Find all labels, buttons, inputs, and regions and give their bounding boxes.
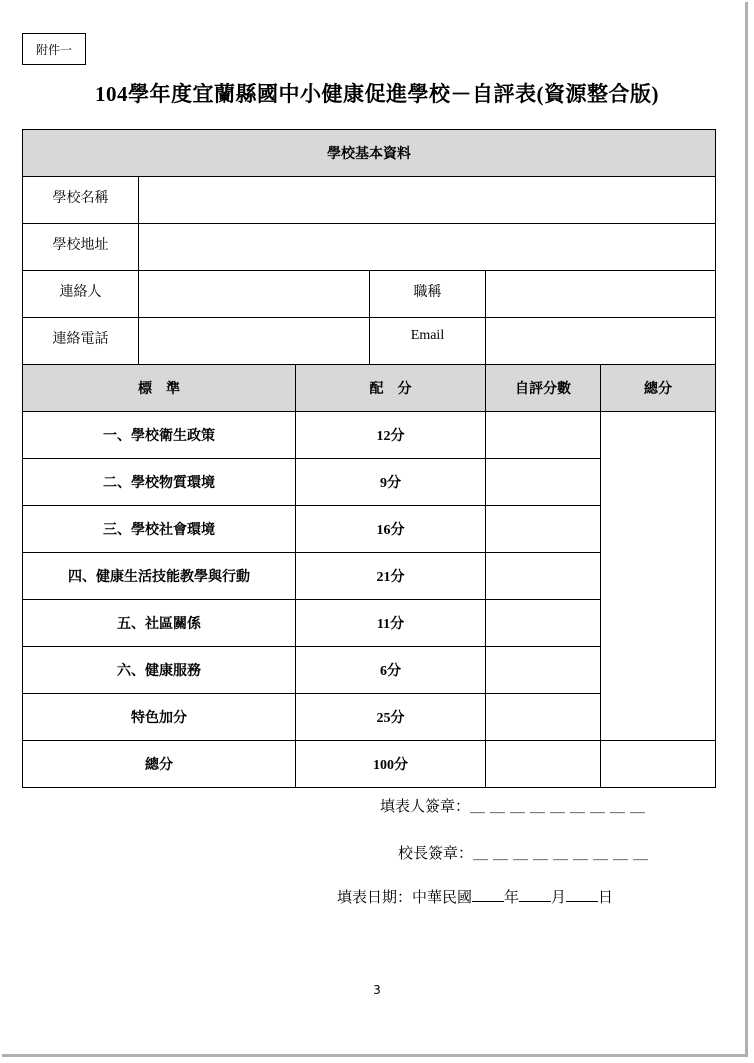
total-row (23, 741, 716, 788)
fill-date-line (337, 886, 613, 907)
month-blank[interactable] (519, 887, 551, 902)
principal-signature-line (398, 842, 653, 863)
job-title-label: 職稱 (370, 271, 486, 318)
criteria-cell: 五、社區關係 (23, 600, 296, 647)
day-blank[interactable] (566, 887, 598, 902)
day-label: 日 (598, 888, 614, 906)
school-name-label: 學校名稱 (23, 177, 139, 224)
phone-field[interactable] (139, 318, 370, 365)
fill-date-label: 填表日期：中華民國 (337, 888, 473, 906)
criteria-cell: 二、學校物質環境 (23, 459, 296, 506)
school-address-field[interactable] (139, 224, 716, 271)
subtotal-merged-cell[interactable] (601, 412, 716, 741)
self-score-input[interactable] (486, 412, 601, 459)
criteria-header: 標 準 (23, 365, 296, 412)
email-label: Email (370, 318, 486, 365)
self-score-input[interactable] (486, 553, 601, 600)
month-label: 月 (551, 888, 567, 906)
criteria-cell: 四、健康生活技能教學與行動 (23, 553, 296, 600)
table-row (23, 412, 716, 459)
year-label: 年 (504, 888, 520, 906)
principal-signature-label: 校長簽章： (398, 844, 474, 862)
points-cell: 16分 (296, 506, 486, 553)
total-header: 總分 (601, 365, 716, 412)
points-cell: 12分 (296, 412, 486, 459)
points-header: 配 分 (296, 365, 486, 412)
points-cell: 11分 (296, 600, 486, 647)
filler-signature-label: 填表人簽章： (380, 797, 471, 815)
criteria-cell: 六、健康服務 (23, 647, 296, 694)
self-score-header: 自評分數 (486, 365, 601, 412)
phone-label: 連絡電話 (23, 318, 139, 365)
page-number: 3 (373, 983, 381, 997)
school-address-label: 學校地址 (23, 224, 139, 271)
year-blank[interactable] (472, 887, 504, 902)
points-cell: 9分 (296, 459, 486, 506)
total-points-cell: 100分 (296, 741, 486, 788)
total-self-score-input[interactable] (486, 741, 601, 788)
basic-info-header: 學校基本資料 (23, 130, 716, 177)
contact-label: 連絡人 (23, 271, 139, 318)
criteria-cell: 特色加分 (23, 694, 296, 741)
attachment-label: 附件一 (22, 33, 86, 65)
email-field[interactable] (486, 318, 716, 365)
school-name-field[interactable] (139, 177, 716, 224)
self-score-input[interactable] (486, 600, 601, 647)
filler-signature-blank[interactable]: ＿＿＿＿＿＿＿＿＿ (470, 797, 651, 815)
principal-signature-blank[interactable]: ＿＿＿＿＿＿＿＿＿ (473, 844, 654, 862)
evaluation-form-table (22, 129, 716, 788)
points-cell: 6分 (296, 647, 486, 694)
filler-signature-line (380, 795, 650, 816)
criteria-cell: 三、學校社會環境 (23, 506, 296, 553)
points-cell: 25分 (296, 694, 486, 741)
document-title: 104學年度宜蘭縣國中小健康促進學校－自評表(資源整合版) (95, 82, 659, 106)
self-score-input[interactable] (486, 694, 601, 741)
total-criteria-cell: 總分 (23, 741, 296, 788)
contact-field[interactable] (139, 271, 370, 318)
criteria-cell: 一、學校衛生政策 (23, 412, 296, 459)
self-score-input[interactable] (486, 647, 601, 694)
job-title-field[interactable] (486, 271, 716, 318)
grand-total-input[interactable] (601, 741, 716, 788)
points-cell: 21分 (296, 553, 486, 600)
self-score-input[interactable] (486, 459, 601, 506)
self-score-input[interactable] (486, 506, 601, 553)
